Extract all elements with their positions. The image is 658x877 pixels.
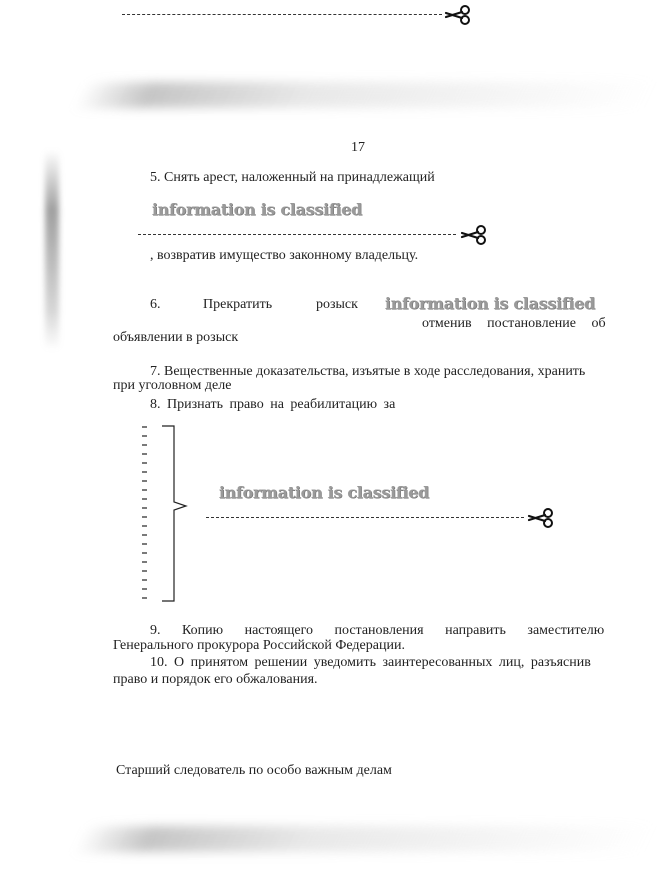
page-shadow-top [74,82,656,108]
signature-title: Старший следователь по особо важным делам [116,763,392,778]
classified-stamp-3: information is classified [219,483,430,502]
item-7-line-2: при уголовном деле [113,378,232,393]
item-5-line-1: 5. Снять арест, наложенный на принадлежащий [150,170,435,185]
bracket-group [140,424,190,604]
item-5-line-2: , возвратив имущество законному владельцу. [150,248,419,263]
item-6-number: 6. [150,297,161,312]
page-shadow-left [45,150,59,350]
cut-line-2 [206,517,524,518]
page-shadow-bottom [74,826,656,852]
item-9-line-1: 9. Копию настоящего постановления направить заместителю [150,623,605,638]
item-6-line-2: отменив постановление об [422,316,606,331]
classified-stamp-1: information is classified [152,200,363,219]
item-9-line-2: Генерального прокурора Российской Федерации. [113,638,405,653]
item-6-word-2: розыск [316,297,358,312]
cut-line-top [122,14,442,15]
scissors-icon [460,225,488,245]
page-number: 17 [351,140,365,155]
scissors-icon [444,5,472,25]
item-6-word-1: Прекратить [203,297,273,312]
item-8-line-1: 8. Признать право на реабилитацию за [150,397,396,412]
item-7-line-1: 7. Вещественные доказательства, изъятые в ходе расследования, хранить [150,364,586,379]
scissors-icon [527,508,555,528]
item-6-line-3: объявлении в розыск [113,330,239,345]
classified-stamp-2: information is classified [385,294,596,313]
item-10-line-1: 10. О принятом решении уведомить заинтересованных лиц, разъяснив [150,655,591,670]
item-10-line-2: право и порядок его обжалования. [113,672,318,687]
cut-line-1 [138,234,456,235]
